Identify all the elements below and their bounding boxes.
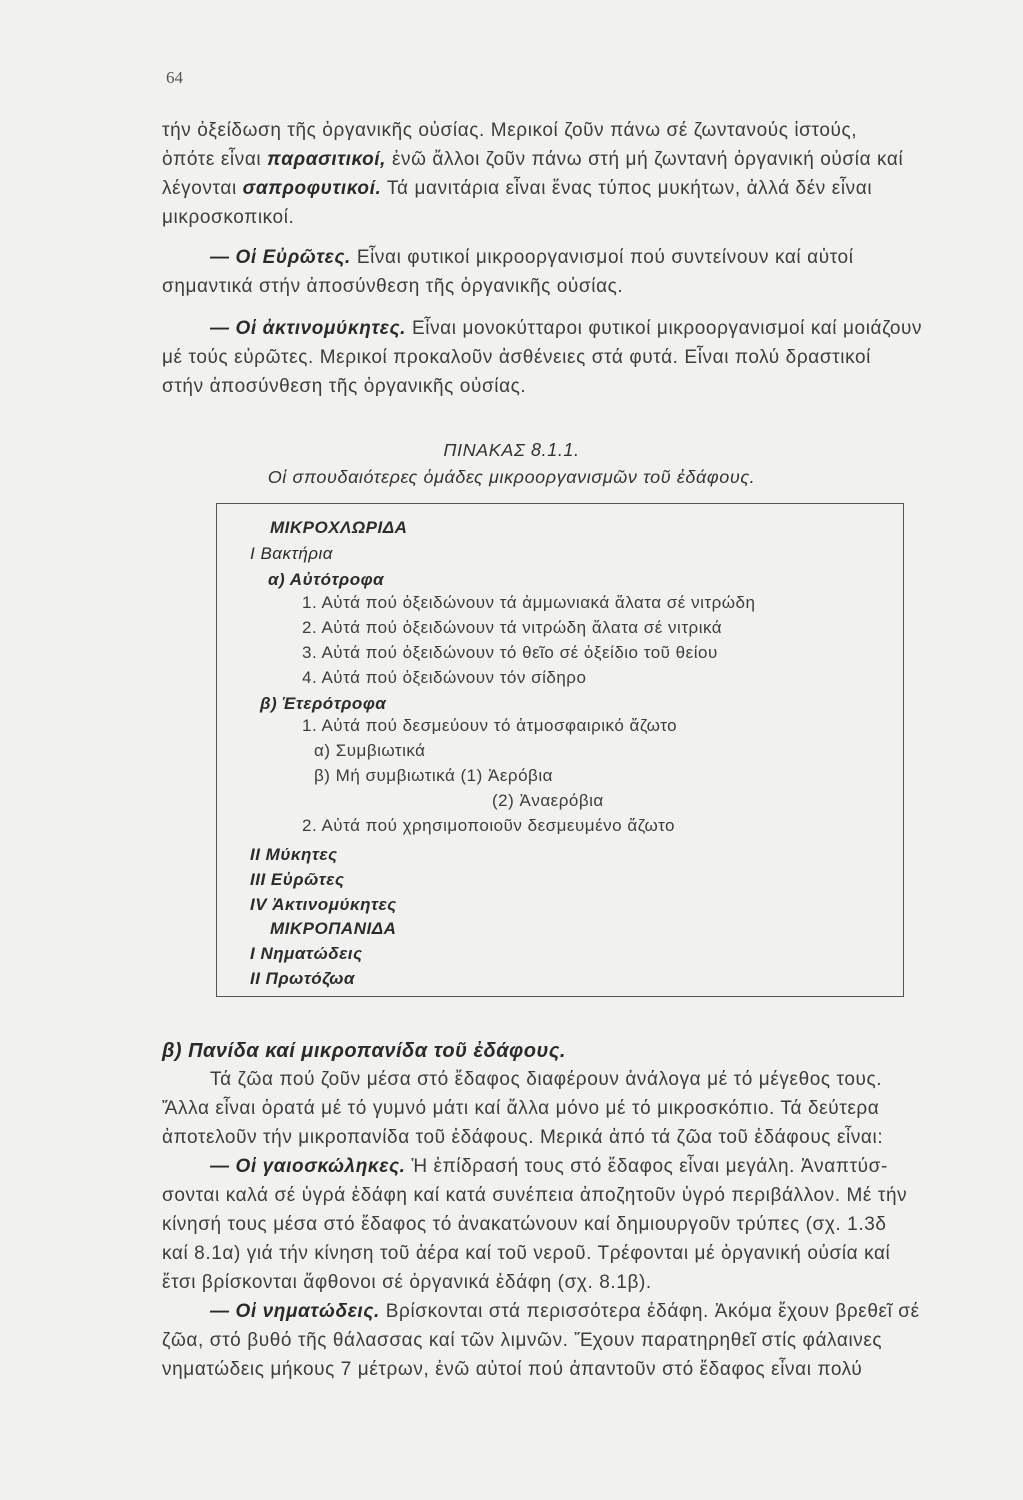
text-line: νηματώδεις μήκους 7 μέτρων, ἐνῶ αὐτοί πού ἀπαντοῦν στό ἔδαφος εἶναι πολύ	[162, 1359, 863, 1380]
table-row: Ι Βακτήρια	[250, 544, 333, 563]
text-line: σονται καλά σέ ὑγρά ἐδάφη καί κατά συνέπεια ἀποζητοῦν ὑγρό περιβάλλον. Μέ τήν	[162, 1185, 908, 1206]
text-line: ἀποτελοῦν τήν μικροπανίδα τοῦ ἐδάφους. Μερικά ἀπό τά ζῶα τοῦ ἐδάφους εἶναι:	[162, 1127, 884, 1148]
text-line: Τά ζῶα πού ζοῦν μέσα στό ἔδαφος διαφέρουν ἀνάλογα μέ τό μέγεθος τους.	[210, 1069, 883, 1090]
text-fragment: Εἶναι μονοκύτταροι φυτικοί μικροοργανισμοί καί μοιάζουν	[411, 318, 923, 339]
table-row: ΜΙΚΡΟΧΛΩΡΙΔΑ	[270, 518, 408, 537]
table-row: α) Αὐτότροφα	[268, 570, 385, 589]
table-row: ΜΙΚΡΟΠΑΝΙΔΑ	[270, 919, 397, 938]
text-fragment: Βρίσκονται στά περισσότερα ἐδάφη. Ἀκόμα ἔχουν βρεθεῖ σέ	[385, 1301, 920, 1322]
table-row: β) Μή συμβιωτικά (1) Ἀερόβια	[314, 766, 553, 785]
text-line: καί 8.1α) γιά τήν κίνηση τοῦ ἀέρα καί τοῦ νεροῦ. Τρέφονται μέ ὀργανική οὐσία καί	[162, 1243, 891, 1264]
text-line: μέ τούς εὐρῶτες. Μερικοί προκαλοῦν ἀσθένειες στά φυτά. Εἶναι πολύ δραστικοί	[162, 347, 871, 368]
text-line: Ἄλλα εἶναι ὁρατά μέ τό γυμνό μάτι καί ἄλλα μόνο μέ τό μικροσκόπιο. Τά δεύτερα	[162, 1098, 880, 1119]
table-row: 2. Αὐτά πού χρησιμοποιοῦν δεσμευμένο ἄζωτο	[302, 816, 676, 835]
term-euroti: — Οἱ Εὐρῶτες.	[210, 247, 351, 268]
text-line: σημαντικά στήν ἀποσύνθεση τῆς ὀργανικῆς οὐσίας.	[162, 276, 624, 297]
text-line: στήν ἀποσύνθεση τῆς ὀργανικῆς οὐσίας.	[162, 376, 527, 397]
table-row: Ι Νηματώδεις	[250, 944, 363, 963]
table-row: α) Συμβιωτικά	[314, 741, 426, 760]
euroti-paragraph	[162, 243, 990, 301]
text-line: ἔτσι βρίσκονται ἄφθονοι σέ ὀργανικά ἐδάφη (σχ. 8.1β).	[162, 1272, 652, 1293]
section-heading: β) Πανίδα καί μικροπανίδα τοῦ ἐδάφους.	[162, 1040, 566, 1062]
table-row: 1. Αὐτά πού δεσμεύουν τό ἀτμοσφαιρικό ἄζωτο	[302, 716, 678, 735]
text-line	[162, 314, 990, 343]
aktinomykites-paragraph	[162, 314, 990, 401]
text-line: κίνησή τους μέσα στό ἔδαφος τό ἀνακατώνουν καί δημιουργοῦν τρύπες (σχ. 1.3δ	[162, 1214, 887, 1235]
table-row: 3. Αὐτά πού ὀξειδώνουν τό θεῖο σέ ὀξείδιο τοῦ θείου	[302, 643, 718, 662]
text-line: μικροσκοπικοί.	[162, 207, 295, 228]
table-row: 2. Αὐτά πού ὀξειδώνουν τά νιτρώδη ἅλατα σέ νιτρικά	[302, 618, 723, 637]
text-line	[162, 243, 990, 272]
table-row: ΙΙΙ Εὐρῶτες	[250, 870, 345, 889]
text-line: ζῶα, στό βυθό τῆς θάλασσας καί τῶν λιμνῶν. Ἔχουν παρατηρηθεῖ στίς φάλαινες	[162, 1330, 883, 1351]
table-row: 4. Αὐτά πού ὀξειδώνουν τόν σίδηρο	[302, 668, 587, 687]
nematodes-paragraph	[162, 1297, 990, 1384]
term-earthworms: — Οἱ γαιοσκώληκες.	[210, 1156, 406, 1177]
table-caption: Οἱ σπουδαιότερες ὁμάδες μικροοργανισμῶν τοῦ ἐδάφους.	[267, 467, 756, 487]
text-line	[162, 1152, 990, 1181]
text-line	[162, 174, 990, 203]
term-saprophytic: σαπροφυτικοί.	[242, 178, 382, 199]
table-row: ΙΙ Μύκητες	[250, 845, 338, 864]
text-fragment: Εἶναι φυτικοί μικροοργανισμοί πού συντείνουν καί αὐτοί	[356, 247, 854, 268]
term-nematodes: — Οἱ νηματώδεις.	[210, 1301, 380, 1322]
text-line: τήν ὀξείδωση τῆς ὀργανικῆς οὐσίας. Μερικοί ζοῦν πάνω σέ ζωντανούς ἱστούς,	[162, 120, 858, 141]
table-row: ΙΙ Πρωτόζωα	[250, 969, 355, 988]
table-row: 1. Αὐτά πού ὀξειδώνουν τά ἀμμωνιακά ἅλατα σέ νιτρώδη	[302, 593, 756, 612]
text-fragment: ὁπότε εἶναι	[162, 149, 262, 170]
text-fragment: Ἡ ἐπίδρασή τους στό ἔδαφος εἶναι μεγάλη. Ἀναπτύσ-	[411, 1156, 888, 1177]
text-fragment: λέγονται	[162, 178, 237, 199]
page-number: 64	[166, 68, 183, 87]
text-line	[162, 1297, 990, 1326]
term-aktinomykites: — Οἱ ἀκτινομύκητες.	[210, 318, 407, 339]
text-fragment: ἐνῶ ἄλλοι ζοῦν πάνω στή μή ζωντανή ὀργανική οὐσία καί	[391, 149, 904, 170]
fauna-paragraph	[162, 1065, 990, 1297]
table-row: (2) Ἀναερόβια	[492, 791, 604, 810]
table-label: ΠΙΝΑΚΑΣ 8.1.1.	[443, 440, 580, 460]
table-row: β) Ἑτερότροφα	[260, 694, 387, 713]
intro-paragraph	[162, 116, 990, 232]
text-fragment: Τά μανιτάρια εἶναι ἕνας τύπος μυκήτων, ἀλλά δέν εἶναι	[386, 178, 873, 199]
text-line	[162, 145, 990, 174]
table-row: ΙV Ἀκτινομύκητες	[250, 895, 397, 914]
term-parasitic: παρασιτικοί,	[267, 149, 387, 170]
